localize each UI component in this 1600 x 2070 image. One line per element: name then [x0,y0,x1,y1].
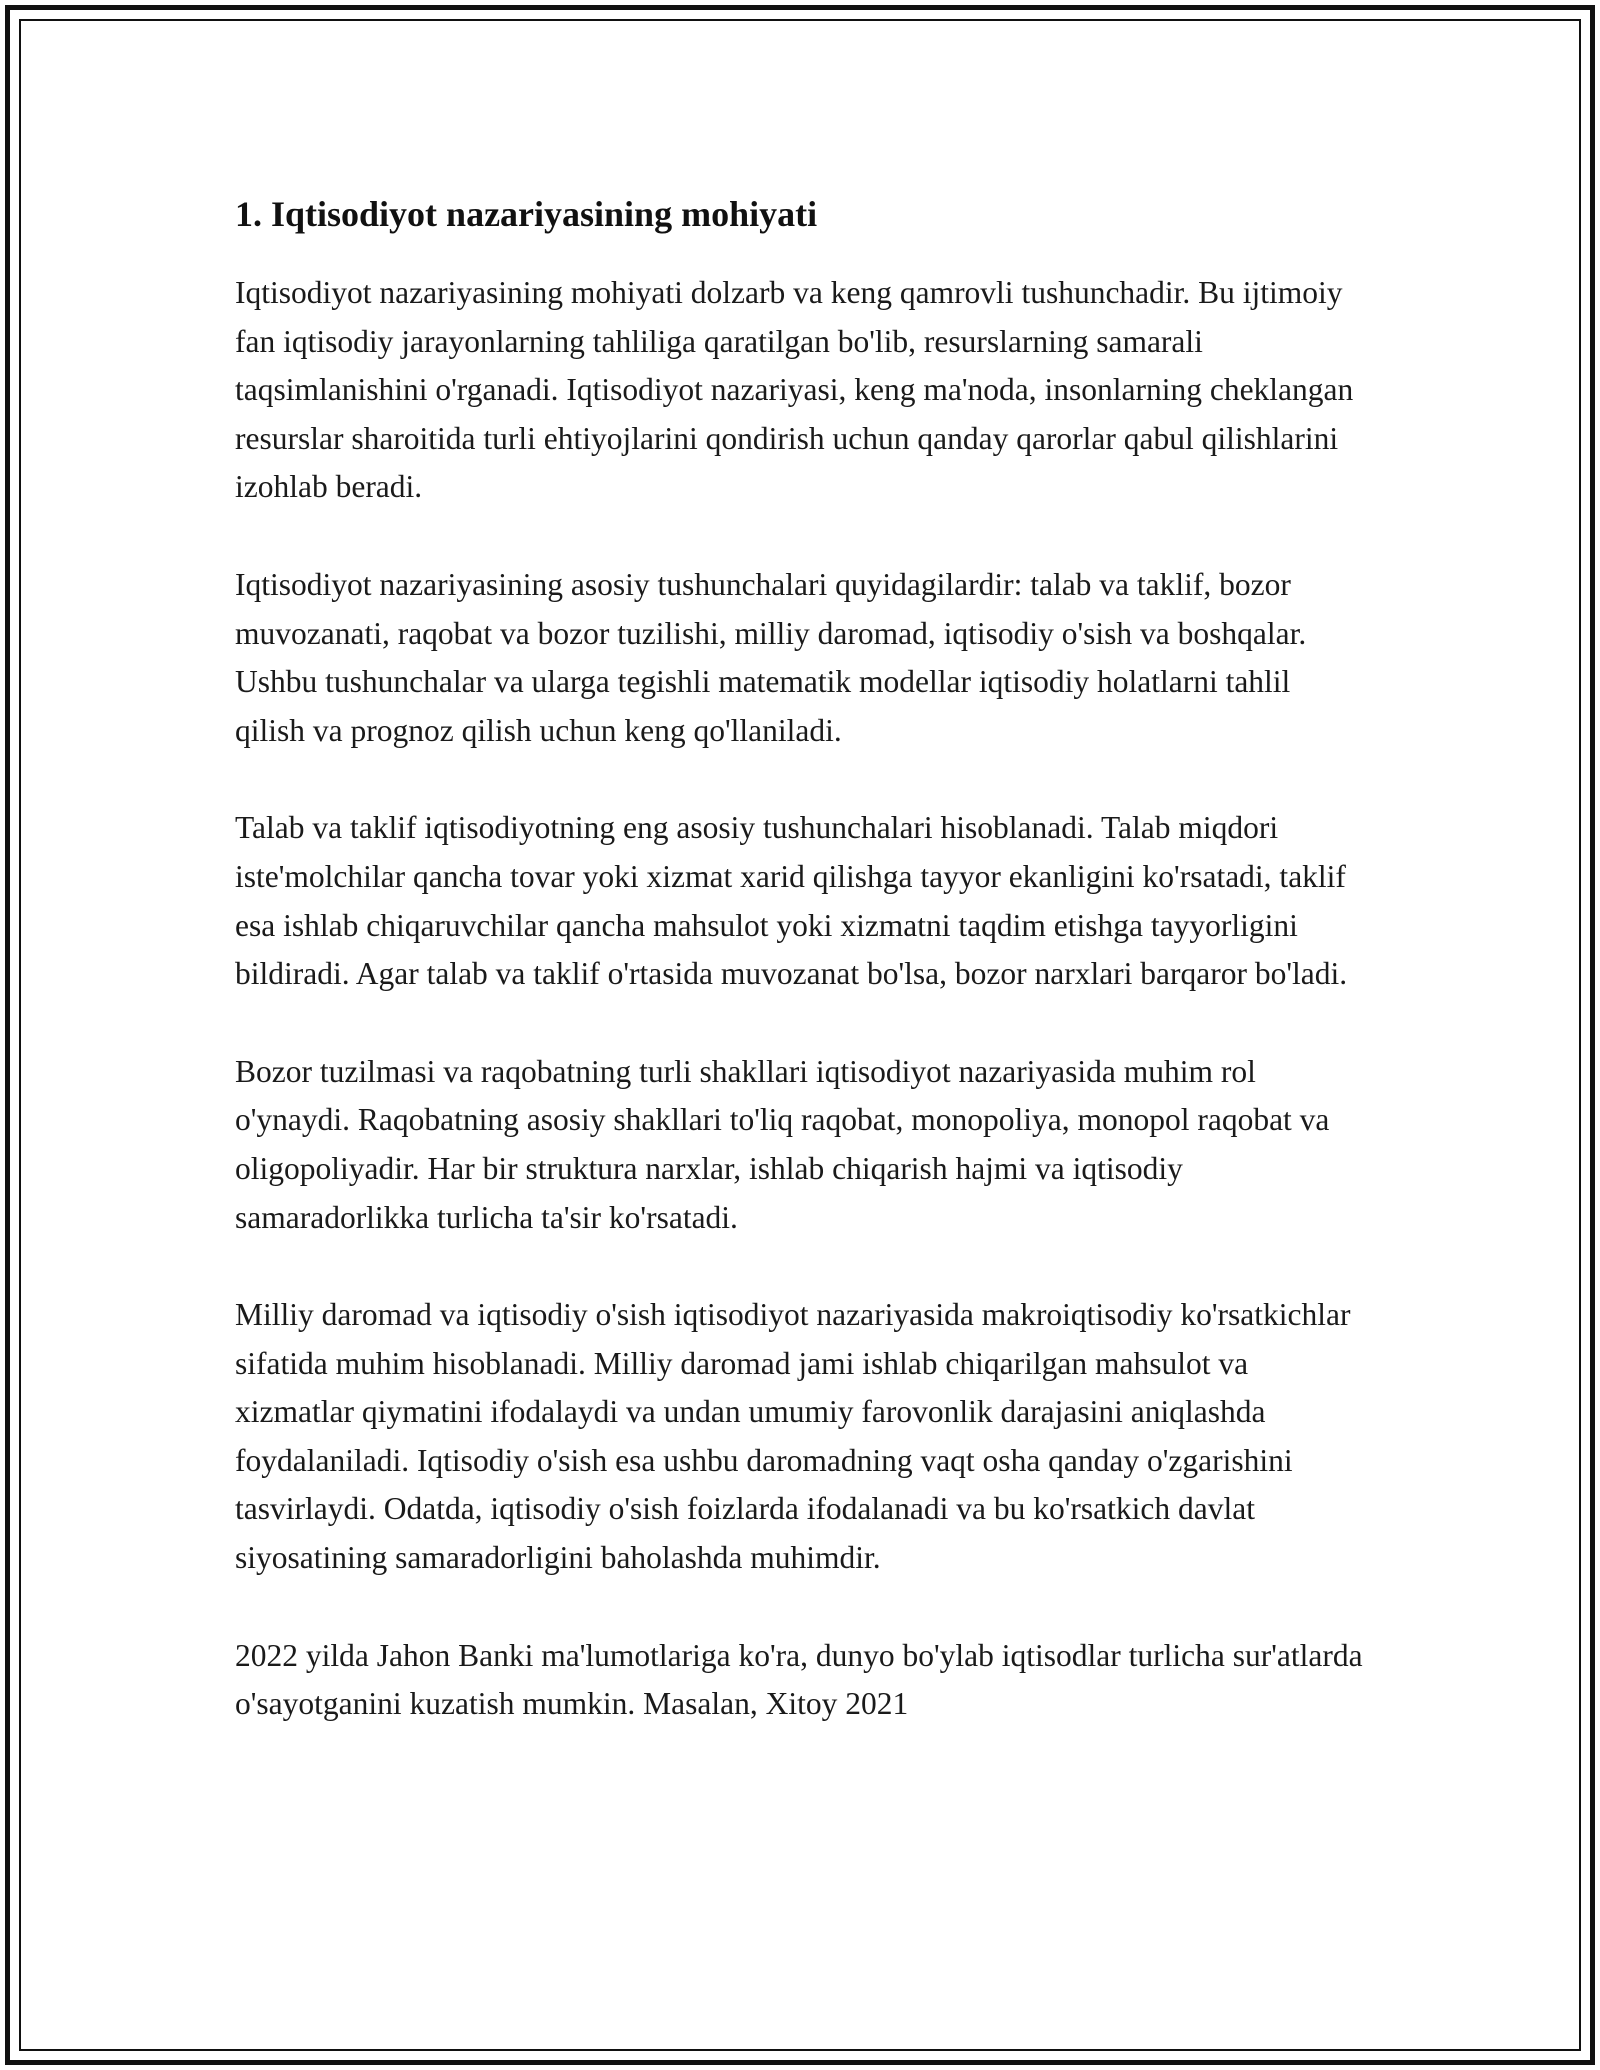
paragraph-6: 2022 yilda Jahon Banki ma'lumotlariga ko'ra, dunyo bo'ylab iqtisodlar turlicha sur'atlarda o'sayotganini kuzatish mumkin. Masalan, Xitoy 2021 [235,1637,1363,1722]
paragraph-4: Bozor tuzilmasi va raqobatning turli shakllari iqtisodiyot nazariyasida muhim rol o'ynaydi. Raqobatning asosiy shakllari to'liq raqobat, monopoliya, monopol raqobat va oligopoliyadir. Har bir struktura narxlar, ishlab chiqarish hajmi va iqtisodiy samaradorlikka turlicha ta'sir ko'rsatadi. [235,1053,1330,1235]
paragraph-1: Iqtisodiyot nazariyasining mohiyati dolzarb va keng qamrovli tushunchadir. Bu ijtimoiy fan iqtisodiy jarayonlarning tahliliga qaratilgan bo'lib, resurslarning samarali taqsimlanishini o'rganadi. Iqtisodiyot nazariyasi, keng ma'noda, insonlarning cheklangan resurslar sharoitida turli ehtiyojlarini qondirish uchun qanday qarorlar qabul qilishlarini izohlab beradi. [235,275,1354,505]
paragraph-3: Talab va taklif iqtisodiyotning eng asosiy tushunchalari hisoblanadi. Talab miqdori iste'molchilar qancha tovar yoki xizmat xarid qilishga tayyor ekanligini ko'rsatadi, taklif esa ishlab chiqaruvchilar qancha mahsulot yoki xizmatni taqdim etishga tayyorligini bildiradi. Agar talab va taklif o'rtasida muvozanat bo'lsa, bozor narxlari barqaror bo'ladi. [235,810,1348,992]
document-page [235,186,1365,1778]
paragraph-5: Milliy daromad va iqtisodiy o'sish iqtisodiyot nazariyasida makroiqtisodiy ko'rsatkichlar sifatida muhim hisoblanadi. Milliy daromad jami ishlab chiqarilgan mahsulot va xizmatlar qiymatini ifodalaydi va undan umumiy farovonlik darajasini aniqlashda foydalaniladi. Iqtisodiy o'sish esa ushbu daromadning vaqt osha qanday o'zgarishini tasvirlaydi. Odatda, iqtisodiy o'sish foizlarda ifodalanadi va bu ko'rsatkich davlat siyosatining samaradorligini baholashda muhimdir. [235,1297,1351,1576]
document-title: 1. Iqtisodiyot nazariyasining mohiyati [235,194,818,234]
paragraph-2: Iqtisodiyot nazariyasining asosiy tushunchalari quyidagilardir: talab va taklif, bozor muvozanati, raqobat va bozor tuzilishi, milliy daromad, iqtisodiy o'sish va boshqalar. Ushbu tushunchalar va ularga tegishli matematik modellar iqtisodiy holatlarni tahlil qilish va prognoz qilish uchun keng qo'llaniladi. [235,566,1307,748]
